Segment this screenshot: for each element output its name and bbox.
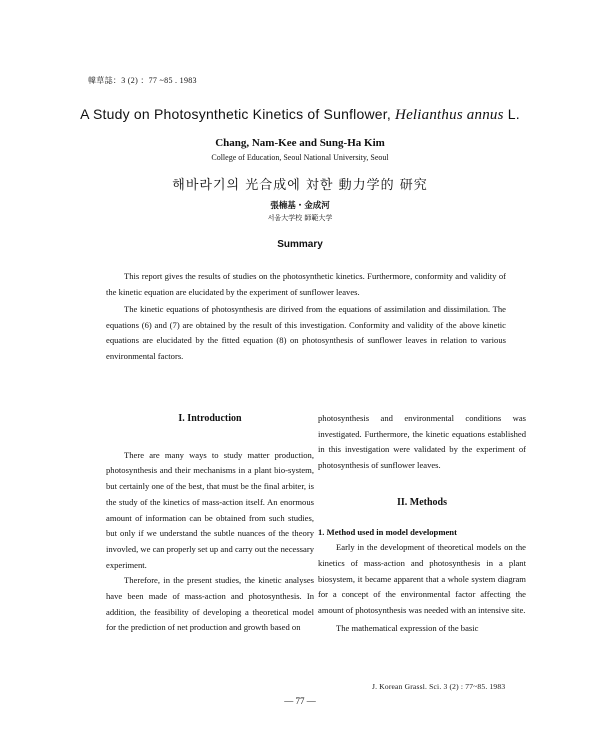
title-main: A Study on Photosynthetic Kinetics of Sunflower, [80,106,391,122]
methods-paragraph-2: The mathematical expression of the basic [336,622,479,633]
introduction-paragraph-2: Therefore, in the present studies, the kinetic analyses have been made of mass-action and photosynthesis. In addition, the feasibility of developing a theoretical model for the prediction of net production and growth based on [106,575,314,633]
right-column [318,411,526,636]
summary-heading: Summary [277,239,323,250]
title-suffix: L. [507,106,520,122]
korean-title: 해바라기의 光合成에 対한 動力学的 研究 [172,178,428,193]
summary-abstract [106,269,506,367]
introduction-paragraph-1: There are many ways to study matter production, photosynthesis and their mechanisms in a plant bio-system, but certainly one of the best, that must be the final arbiter, is the study of the kinetics of mass-action itself. An enormous amount of information can be obtained from such studies, but only if we understand the subtle nuances of the theory invovled, we can properly set up and carry out the necessary experiment. [106,449,314,570]
affiliation: College of Education, Seoul National University, Seoul [211,153,389,162]
korean-authors: 張楠基・金成河 [270,201,330,211]
introduction-heading: I. Introduction [178,413,242,424]
methods-paragraph-1: Early in the development of theoretical models on the kinetics of mass-action and photosynthesis in a plant biosystem, it became apparent that a whole system diagram for a concept of the environmental factor affecting the amount of photosynthesis was needed with an intensive site. [318,542,526,616]
left-column [106,411,314,636]
page-number: — 77 — [284,696,316,706]
methods-subheading: 1. Method used in model development [318,526,457,537]
title-species: Helianthus annus [395,107,504,123]
korean-affiliation: 서울大学校 師範大学 [267,214,333,222]
authors: Chang, Nam-Kee and Sung-Ha Kim [215,137,385,149]
footer-citation: J. Korean Grassl. Sci. 3 (2) : 77~85. 1983 [372,682,506,691]
introduction-continued: photosynthesis and environmental conditions was investigated. Furthermore, the kinetic equations established in this investigation were validated by the experiment of photosynthesis of sunflower leaves. [318,413,526,471]
summary-paragraph-1: This report gives the results of studies on the photosynthetic kinetics. Furthermore, conformity and validity of the kinetic equation are elucidated by the experiment of sunflower leaves. [106,271,506,297]
methods-heading: II. Methods [396,496,447,508]
journal-header-citation: 韓草誌：3 (2) ：77 ~85 . 1983 [88,76,197,85]
summary-paragraph-2: The kinetic equations of photosynthesis are dirived from the equations of assimilation and dissimilation. The equations (6) and (7) are obtained by the result of this investigation. Conformity and validity of the above kinetic equations are elucidated by the fitted equation (8) on photosynthesis of sunflower leaves in relation to various environmental factors. [106,304,506,361]
paper-title [0,106,600,124]
